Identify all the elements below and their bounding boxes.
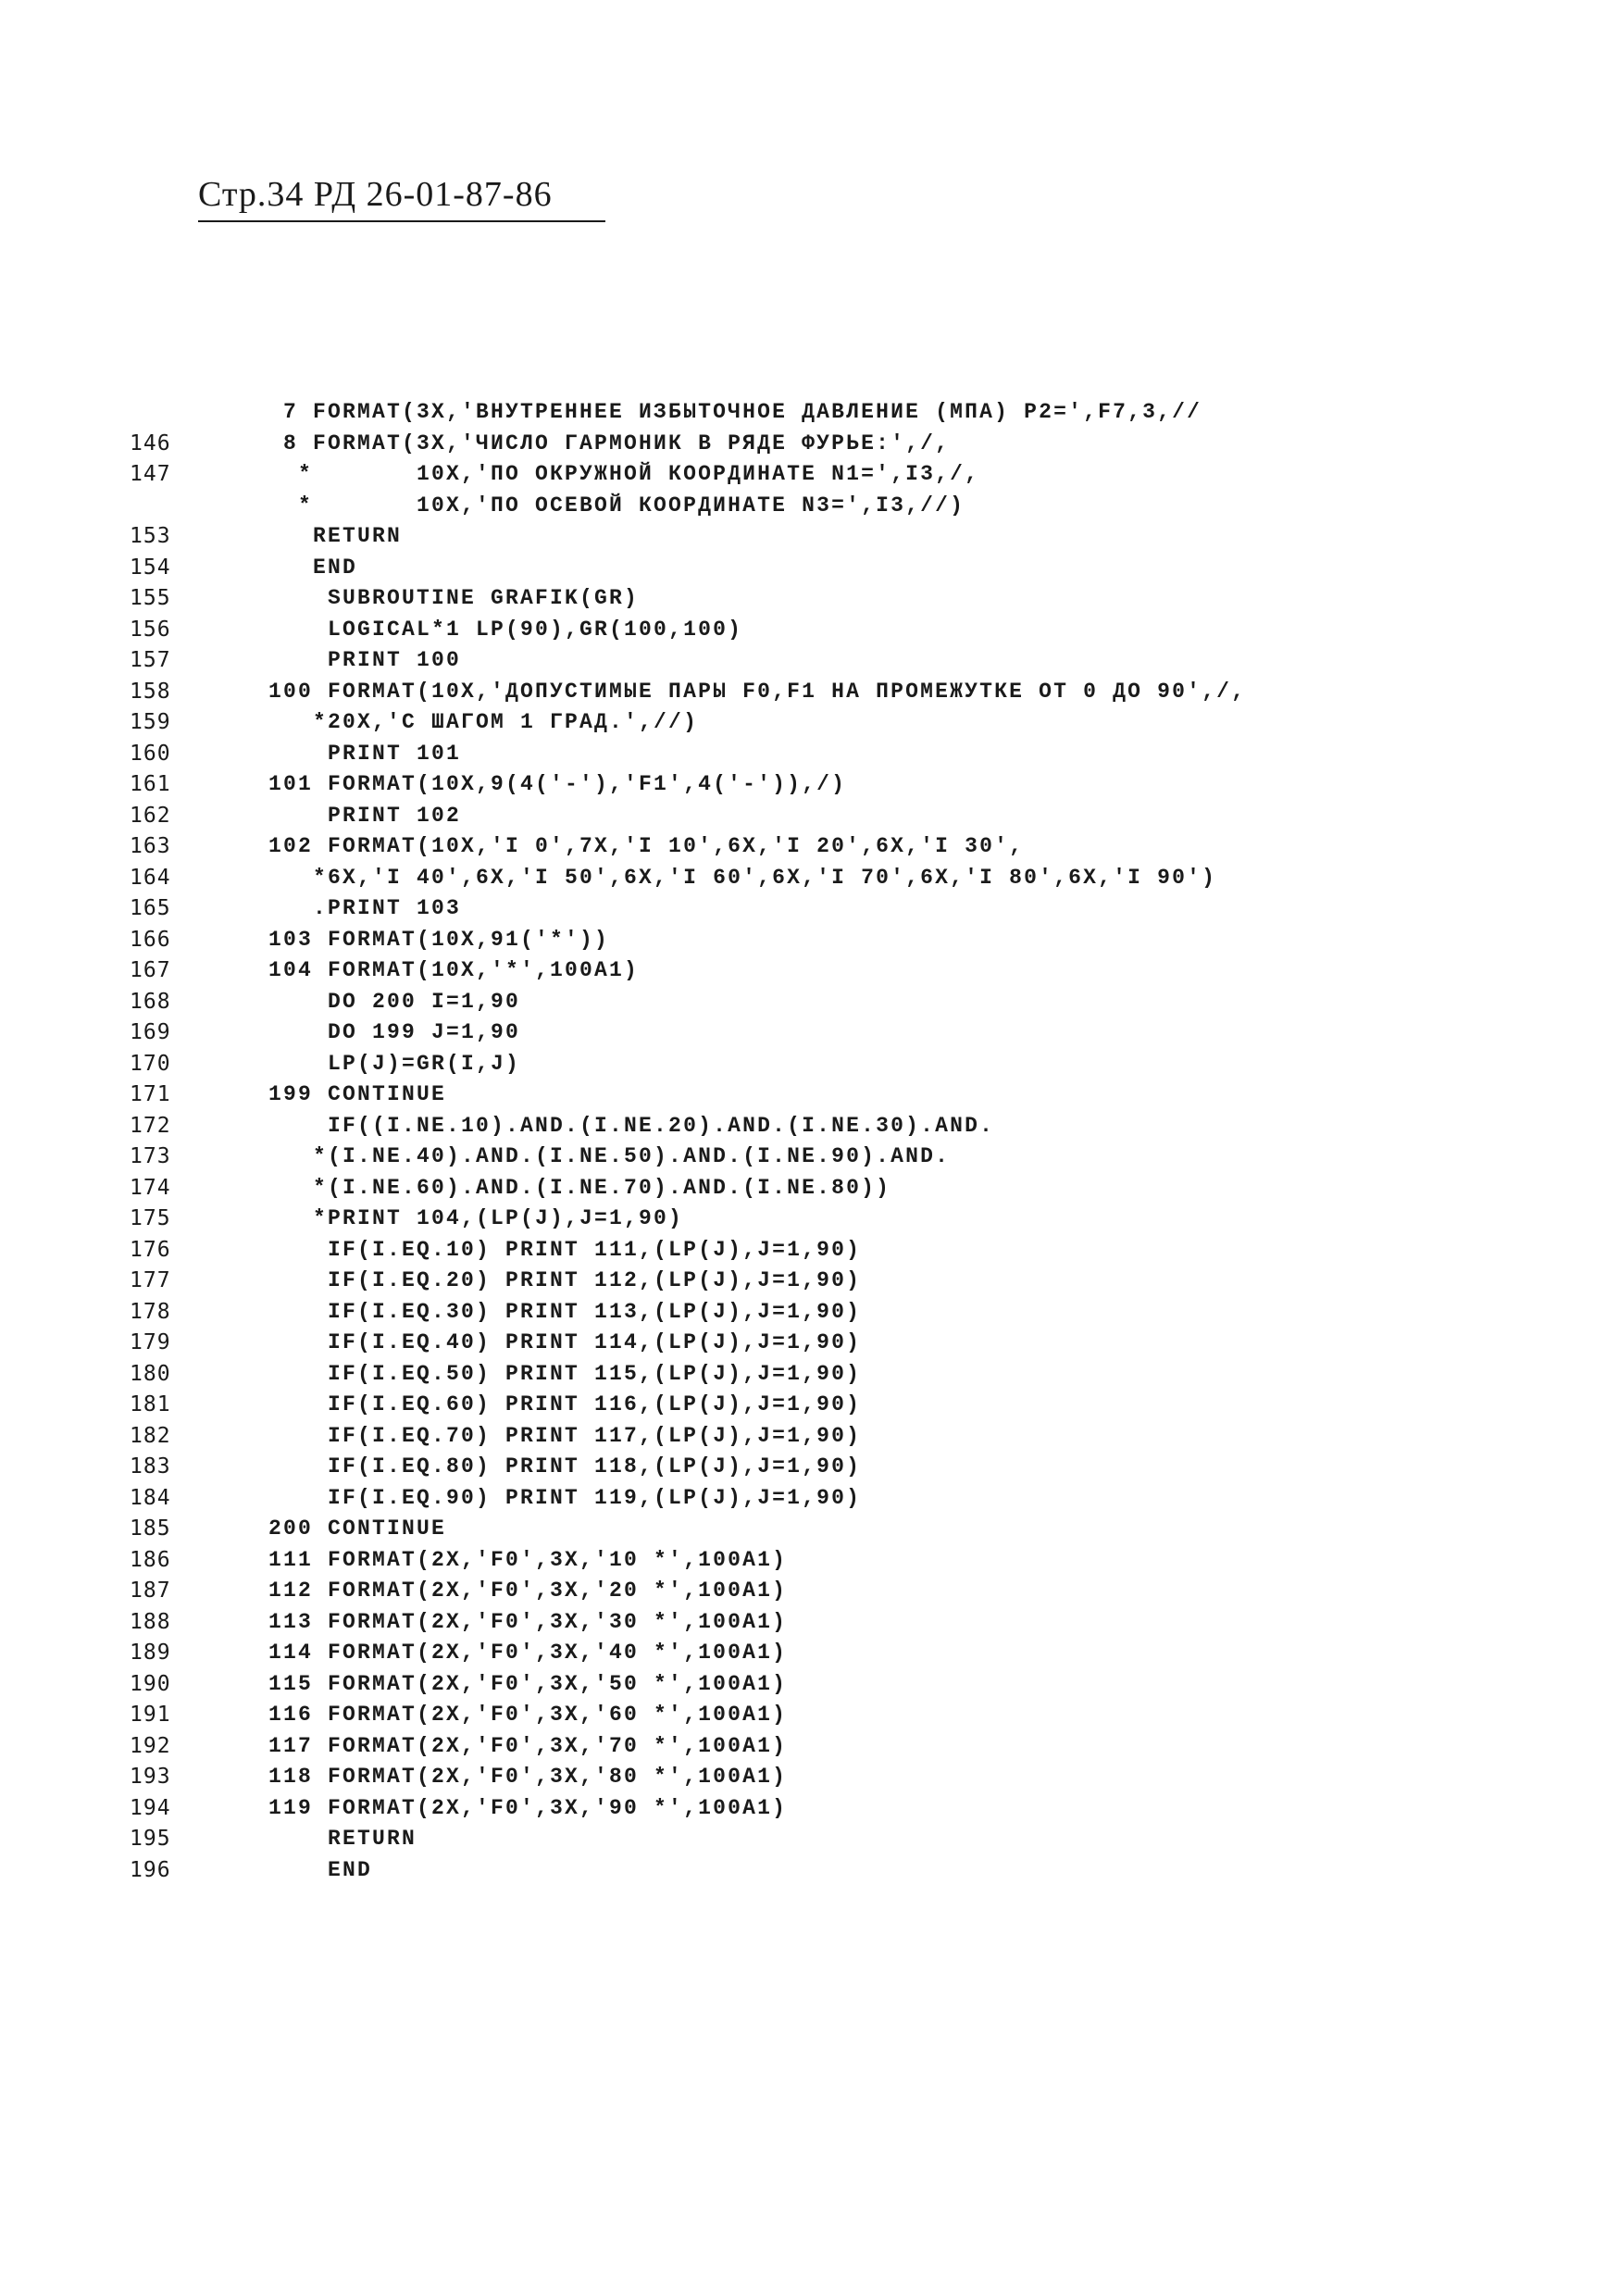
code-listing	[0, 400, 1619, 1889]
code-text: DO 200 I=1,90	[268, 989, 521, 1014]
code-line	[0, 1796, 1619, 1828]
line-number: 169	[130, 1020, 171, 1044]
code-line	[0, 493, 1619, 525]
code-line	[0, 462, 1619, 493]
code-line	[0, 742, 1619, 773]
code-text: * 10X,'ПО ОКРУЖНОЙ КООРДИНАТЕ N1=',I3,/,	[268, 462, 980, 486]
line-number: 171	[130, 1082, 171, 1106]
code-line	[0, 1330, 1619, 1362]
code-line	[0, 1082, 1619, 1114]
code-text: *PRINT 104,(LP(J),J=1,90)	[268, 1206, 684, 1230]
line-number: 162	[130, 803, 171, 828]
line-number: 153	[130, 524, 171, 548]
page-header: Стр.34 РД 26-01-87-86	[198, 174, 605, 222]
code-line	[0, 866, 1619, 897]
code-line	[0, 555, 1619, 587]
code-text: 111 FORMAT(2X,'F0',3X,'10 *',100A1)	[268, 1547, 788, 1572]
line-number: 189	[130, 1641, 171, 1665]
code-line	[0, 1114, 1619, 1145]
code-text: 113 FORMAT(2X,'F0',3X,'30 *',100A1)	[268, 1609, 788, 1634]
code-line	[0, 1610, 1619, 1641]
code-line	[0, 990, 1619, 1021]
code-line	[0, 1392, 1619, 1424]
code-text: 199 CONTINUE	[268, 1082, 447, 1106]
line-number: 165	[130, 896, 171, 920]
line-number: 177	[130, 1268, 171, 1292]
code-text: IF(I.EQ.40) PRINT 114,(LP(J),J=1,90)	[268, 1330, 862, 1354]
line-number: 181	[130, 1392, 171, 1416]
code-text: IF(I.EQ.90) PRINT 119,(LP(J),J=1,90)	[268, 1485, 862, 1510]
line-number: 159	[130, 710, 171, 734]
code-line	[0, 1827, 1619, 1858]
code-line	[0, 1858, 1619, 1890]
code-text: *20X,'С ШАГОМ 1 ГРАД.',//)	[268, 710, 699, 734]
line-number: 164	[130, 865, 171, 890]
code-line	[0, 710, 1619, 742]
code-text: 8 FORMAT(3X,'ЧИСЛО ГАРМОНИК В РЯДЕ ФУРЬЕ:',/,	[268, 430, 951, 455]
line-number: 183	[130, 1454, 171, 1479]
code-line	[0, 648, 1619, 680]
code-text: 114 FORMAT(2X,'F0',3X,'40 *',100A1)	[268, 1641, 788, 1665]
code-text: 103 FORMAT(10X,91('*'))	[268, 927, 610, 952]
line-number: 188	[130, 1609, 171, 1634]
code-line	[0, 1144, 1619, 1176]
line-number: 170	[130, 1051, 171, 1076]
code-text: IF(I.EQ.30) PRINT 113,(LP(J),J=1,90)	[268, 1299, 862, 1324]
code-text: END	[268, 555, 358, 580]
line-number: 186	[130, 1547, 171, 1572]
line-number: 196	[130, 1857, 171, 1882]
line-number: 191	[130, 1703, 171, 1727]
code-text: *(I.NE.40).AND.(I.NE.50).AND.(I.NE.90).AND.	[268, 1144, 951, 1168]
code-text: PRINT 101	[268, 741, 462, 766]
code-text: *(I.NE.60).AND.(I.NE.70).AND.(I.NE.80))	[268, 1175, 891, 1200]
line-number: 173	[130, 1144, 171, 1168]
code-text: .PRINT 103	[268, 896, 462, 920]
code-line	[0, 1703, 1619, 1734]
code-line	[0, 772, 1619, 804]
line-number: 174	[130, 1175, 171, 1200]
code-line	[0, 1516, 1619, 1548]
code-line	[0, 1206, 1619, 1238]
code-text: LP(J)=GR(I,J)	[268, 1051, 521, 1076]
line-number: 182	[130, 1423, 171, 1448]
code-line	[0, 1268, 1619, 1300]
line-number: 184	[130, 1485, 171, 1510]
code-text: IF((I.NE.10).AND.(I.NE.20).AND.(I.NE.30).AND.	[268, 1113, 995, 1138]
code-text: DO 199 J=1,90	[268, 1020, 521, 1044]
code-line	[0, 586, 1619, 618]
code-line	[0, 958, 1619, 990]
code-line	[0, 804, 1619, 835]
code-text: 100 FORMAT(10X,'ДОПУСТИМЫЕ ПАРЫ F0,F1 НА ПРОМЕЖУТКЕ ОТ 0 ДО 90',/,	[268, 679, 1247, 704]
line-number: 179	[130, 1330, 171, 1354]
code-text: 7 FORMAT(3X,'ВНУТРЕННЕЕ ИЗБЫТОЧНОЕ ДАВЛЕНИЕ (МПА) P2=',F7,3,//	[268, 400, 1202, 424]
code-line	[0, 1734, 1619, 1766]
code-line	[0, 400, 1619, 431]
line-number: 166	[130, 927, 171, 952]
line-number: 176	[130, 1237, 171, 1262]
line-number: 154	[130, 555, 171, 580]
line-number: 168	[130, 989, 171, 1014]
line-number: 158	[130, 679, 171, 704]
code-line	[0, 1020, 1619, 1052]
code-line	[0, 1300, 1619, 1331]
code-line	[0, 1238, 1619, 1269]
line-number: 157	[130, 648, 171, 672]
line-number: 175	[130, 1206, 171, 1230]
line-number: 160	[130, 741, 171, 766]
code-line	[0, 1454, 1619, 1486]
line-number: 167	[130, 958, 171, 982]
code-line	[0, 834, 1619, 866]
line-number: 156	[130, 617, 171, 642]
code-line	[0, 928, 1619, 959]
line-number: 185	[130, 1516, 171, 1541]
code-text: 116 FORMAT(2X,'F0',3X,'60 *',100A1)	[268, 1703, 788, 1727]
line-number: 193	[130, 1765, 171, 1789]
code-text: IF(I.EQ.80) PRINT 118,(LP(J),J=1,90)	[268, 1454, 862, 1479]
code-text: PRINT 100	[268, 648, 462, 672]
code-text: 200 CONTINUE	[268, 1516, 447, 1541]
code-line	[0, 1672, 1619, 1703]
line-number: 155	[130, 586, 171, 610]
code-text: IF(I.EQ.50) PRINT 115,(LP(J),J=1,90)	[268, 1361, 862, 1386]
code-line	[0, 896, 1619, 928]
code-line	[0, 1176, 1619, 1207]
line-number: 194	[130, 1795, 171, 1820]
code-text: IF(I.EQ.10) PRINT 111,(LP(J),J=1,90)	[268, 1237, 862, 1262]
code-text: LOGICAL*1 LP(90),GR(100,100)	[268, 617, 743, 642]
code-text: *6X,'I 40',6X,'I 50',6X,'I 60',6X,'I 70',6X,'I 80',6X,'I 90')	[268, 865, 1217, 890]
line-number: 180	[130, 1361, 171, 1386]
code-text: IF(I.EQ.60) PRINT 116,(LP(J),J=1,90)	[268, 1392, 862, 1416]
code-line	[0, 431, 1619, 463]
code-text: 118 FORMAT(2X,'F0',3X,'80 *',100A1)	[268, 1765, 788, 1789]
code-line	[0, 1578, 1619, 1610]
code-text: END	[268, 1857, 373, 1882]
code-text: 115 FORMAT(2X,'F0',3X,'50 *',100A1)	[268, 1671, 788, 1696]
code-text: * 10X,'ПО ОСЕВОЙ КООРДИНАТЕ N3=',I3,//)	[268, 493, 965, 518]
code-line	[0, 680, 1619, 711]
line-number: 161	[130, 772, 171, 796]
code-text: 101 FORMAT(10X,9(4('-'),'F1',4('-')),/)	[268, 772, 847, 796]
line-number: 178	[130, 1299, 171, 1324]
code-line	[0, 1362, 1619, 1393]
code-text: IF(I.EQ.70) PRINT 117,(LP(J),J=1,90)	[268, 1423, 862, 1448]
code-line	[0, 524, 1619, 555]
code-text: 104 FORMAT(10X,'*',100A1)	[268, 958, 640, 982]
code-text: 117 FORMAT(2X,'F0',3X,'70 *',100A1)	[268, 1733, 788, 1758]
code-text: SUBROUTINE GRAFIK(GR)	[268, 586, 640, 610]
code-text: RETURN	[268, 1827, 417, 1851]
code-text: 102 FORMAT(10X,'I 0',7X,'I 10',6X,'I 20',6X,'I 30',	[268, 834, 1025, 858]
code-text: PRINT 102	[268, 803, 462, 828]
code-text: 119 FORMAT(2X,'F0',3X,'90 *',100A1)	[268, 1795, 788, 1820]
line-number: 172	[130, 1113, 171, 1138]
code-line	[0, 1641, 1619, 1672]
code-line	[0, 1765, 1619, 1796]
line-number: 163	[130, 834, 171, 858]
code-line	[0, 618, 1619, 649]
line-number: 190	[130, 1671, 171, 1696]
code-line	[0, 1486, 1619, 1517]
code-text: IF(I.EQ.20) PRINT 112,(LP(J),J=1,90)	[268, 1268, 862, 1292]
code-line	[0, 1052, 1619, 1083]
code-line	[0, 1548, 1619, 1579]
line-number: 187	[130, 1578, 171, 1603]
code-text: 112 FORMAT(2X,'F0',3X,'20 *',100A1)	[268, 1578, 788, 1603]
line-number: 146	[130, 430, 171, 455]
code-text: RETURN	[268, 524, 403, 548]
line-number: 195	[130, 1827, 171, 1851]
line-number: 147	[130, 462, 171, 486]
code-line	[0, 1424, 1619, 1455]
line-number: 192	[130, 1733, 171, 1758]
